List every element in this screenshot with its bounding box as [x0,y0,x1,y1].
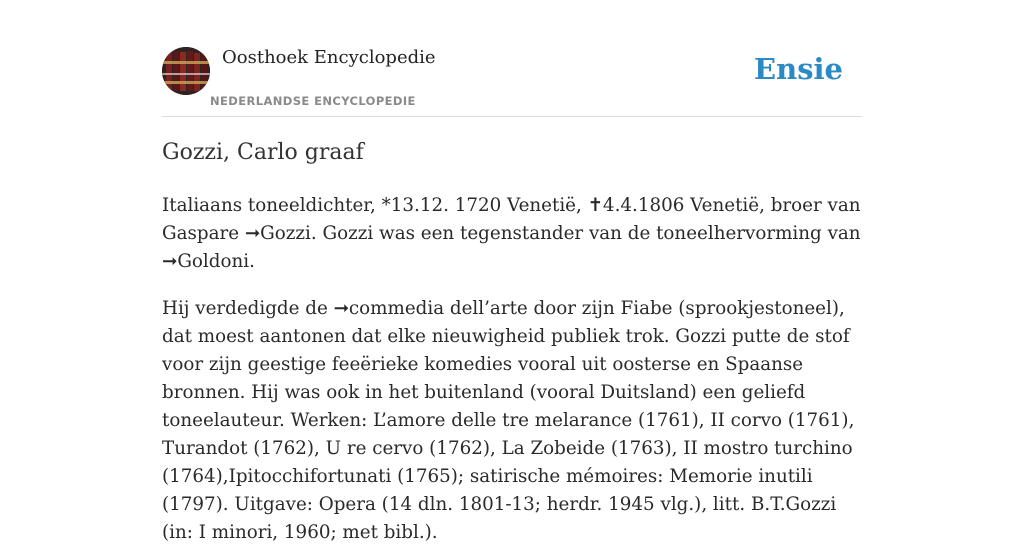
site-subtitle: NEDERLANDSE ENCYCLOPEDIE [210,94,416,108]
book-spines-icon [162,47,210,95]
site-title[interactable]: Oosthoek Encyclopedie [222,47,436,68]
brand-logo[interactable]: Ensie [754,52,843,86]
site-header [162,44,862,117]
article-title: Gozzi, Carlo graaf [162,140,364,165]
article-paragraph: Hij verdedigde de ➞commedia dell’arte door zijn Fiabe (sprookjestoneel), dat moest aantonen dat elke nieuwigheid publiek trok. Gozzi putte de stof voor zijn geestige feeërieke komedies vooral uit oosterse en Spaanse bronnen. Hij was ook in het buitenland (vooral Duitsland) een geliefd toneelauteur. Werken: L’amore delle tre melarance (1761), II corvo (1761), Turandot (1762), U re cervo (1762), La Zobeide (1763), II mostro turchino (1764),Ipitocchifortunati (1765); satirische mémoires: Memorie inutili (1797). Uitgave: Opera (14 dln. 1801-13; herdr. 1945 vlg.), litt. B.T.Gozzi (in: I minori, 1960; met bibl.). [162,298,855,543]
article-paragraph: Italiaans toneeldichter, *13.12. 1720 Venetië, ✝4.4.1806 Venetië, broer van Gaspare ➞Gozzi. Gozzi was een tegenstander van de toneelhervorming van ➞Goldoni. [162,195,861,272]
encyclopedia-avatar[interactable] [162,47,210,95]
